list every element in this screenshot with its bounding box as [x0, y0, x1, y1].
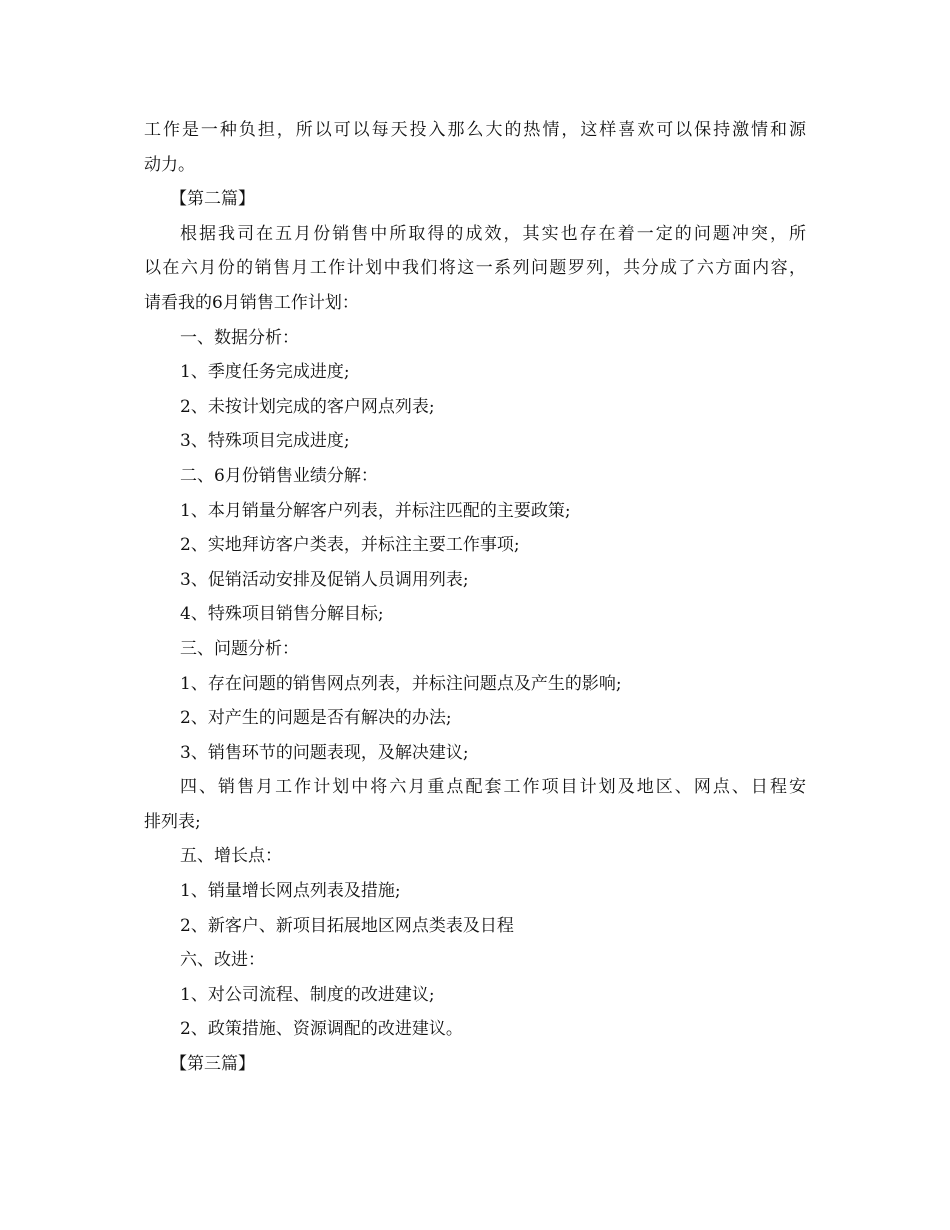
- list-item: 2、实地拜访客户类表，并标注主要工作事项;: [180, 535, 520, 556]
- list-heading: 一、数据分析：: [180, 327, 299, 348]
- list-item: 3、促销活动安排及促销人员调用列表;: [180, 569, 469, 590]
- paragraph-line: 工作是一种负担，所以可以每天投入那么大的热情，这样喜欢可以保持激情和源: [144, 120, 806, 140]
- list-item: 2、对产生的问题是否有解决的办法;: [180, 708, 452, 729]
- list-item: 1、本月销量分解客户列表，并标注匹配的主要政策;: [180, 500, 571, 521]
- list-heading: 六、改进：: [180, 950, 265, 971]
- section-heading: 【第三篇】: [170, 1054, 255, 1075]
- list-item: 4、特殊项目销售分解目标;: [180, 604, 384, 625]
- section-heading: 【第二篇】: [170, 189, 255, 210]
- list-item: 2、新客户、新项目拓展地区网点类表及日程: [180, 915, 514, 936]
- paragraph-line: 请看我的6月销售工作计划：: [144, 292, 359, 313]
- list-heading: 四、销售月工作计划中将六月重点配套工作项目计划及地区、网点、日程安: [180, 777, 806, 798]
- paragraph-line: 排列表;: [144, 811, 201, 832]
- list-heading: 三、问题分析：: [180, 638, 299, 659]
- document-page: [144, 113, 806, 1082]
- list-item: 1、对公司流程、制度的改进建议;: [180, 984, 435, 1005]
- list-item: 3、特殊项目完成进度;: [180, 431, 350, 452]
- paragraph-line: 以在六月份的销售月工作计划中我们将这一系列问题罗列，共分成了六方面内容，: [144, 258, 806, 279]
- list-item: 1、存在问题的销售网点列表，并标注问题点及产生的影响;: [180, 673, 622, 694]
- list-heading: 五、增长点：: [180, 846, 282, 867]
- paragraph-line: 动力。: [144, 154, 195, 175]
- paragraph-line: 根据我司在五月份销售中所取得的成效，其实也存在着一定的问题冲突，所: [180, 223, 806, 244]
- list-item: 2、未按计划完成的客户网点列表;: [180, 396, 435, 417]
- list-item: 3、销售环节的问题表现，及解决建议;: [180, 742, 469, 763]
- list-item: 1、季度任务完成进度;: [180, 362, 350, 383]
- list-item: 1、销量增长网点列表及措施;: [180, 881, 401, 902]
- list-item: 2、政策措施、资源调配的改进建议。: [180, 1019, 463, 1040]
- list-heading: 二、6月份销售业绩分解：: [180, 465, 378, 486]
